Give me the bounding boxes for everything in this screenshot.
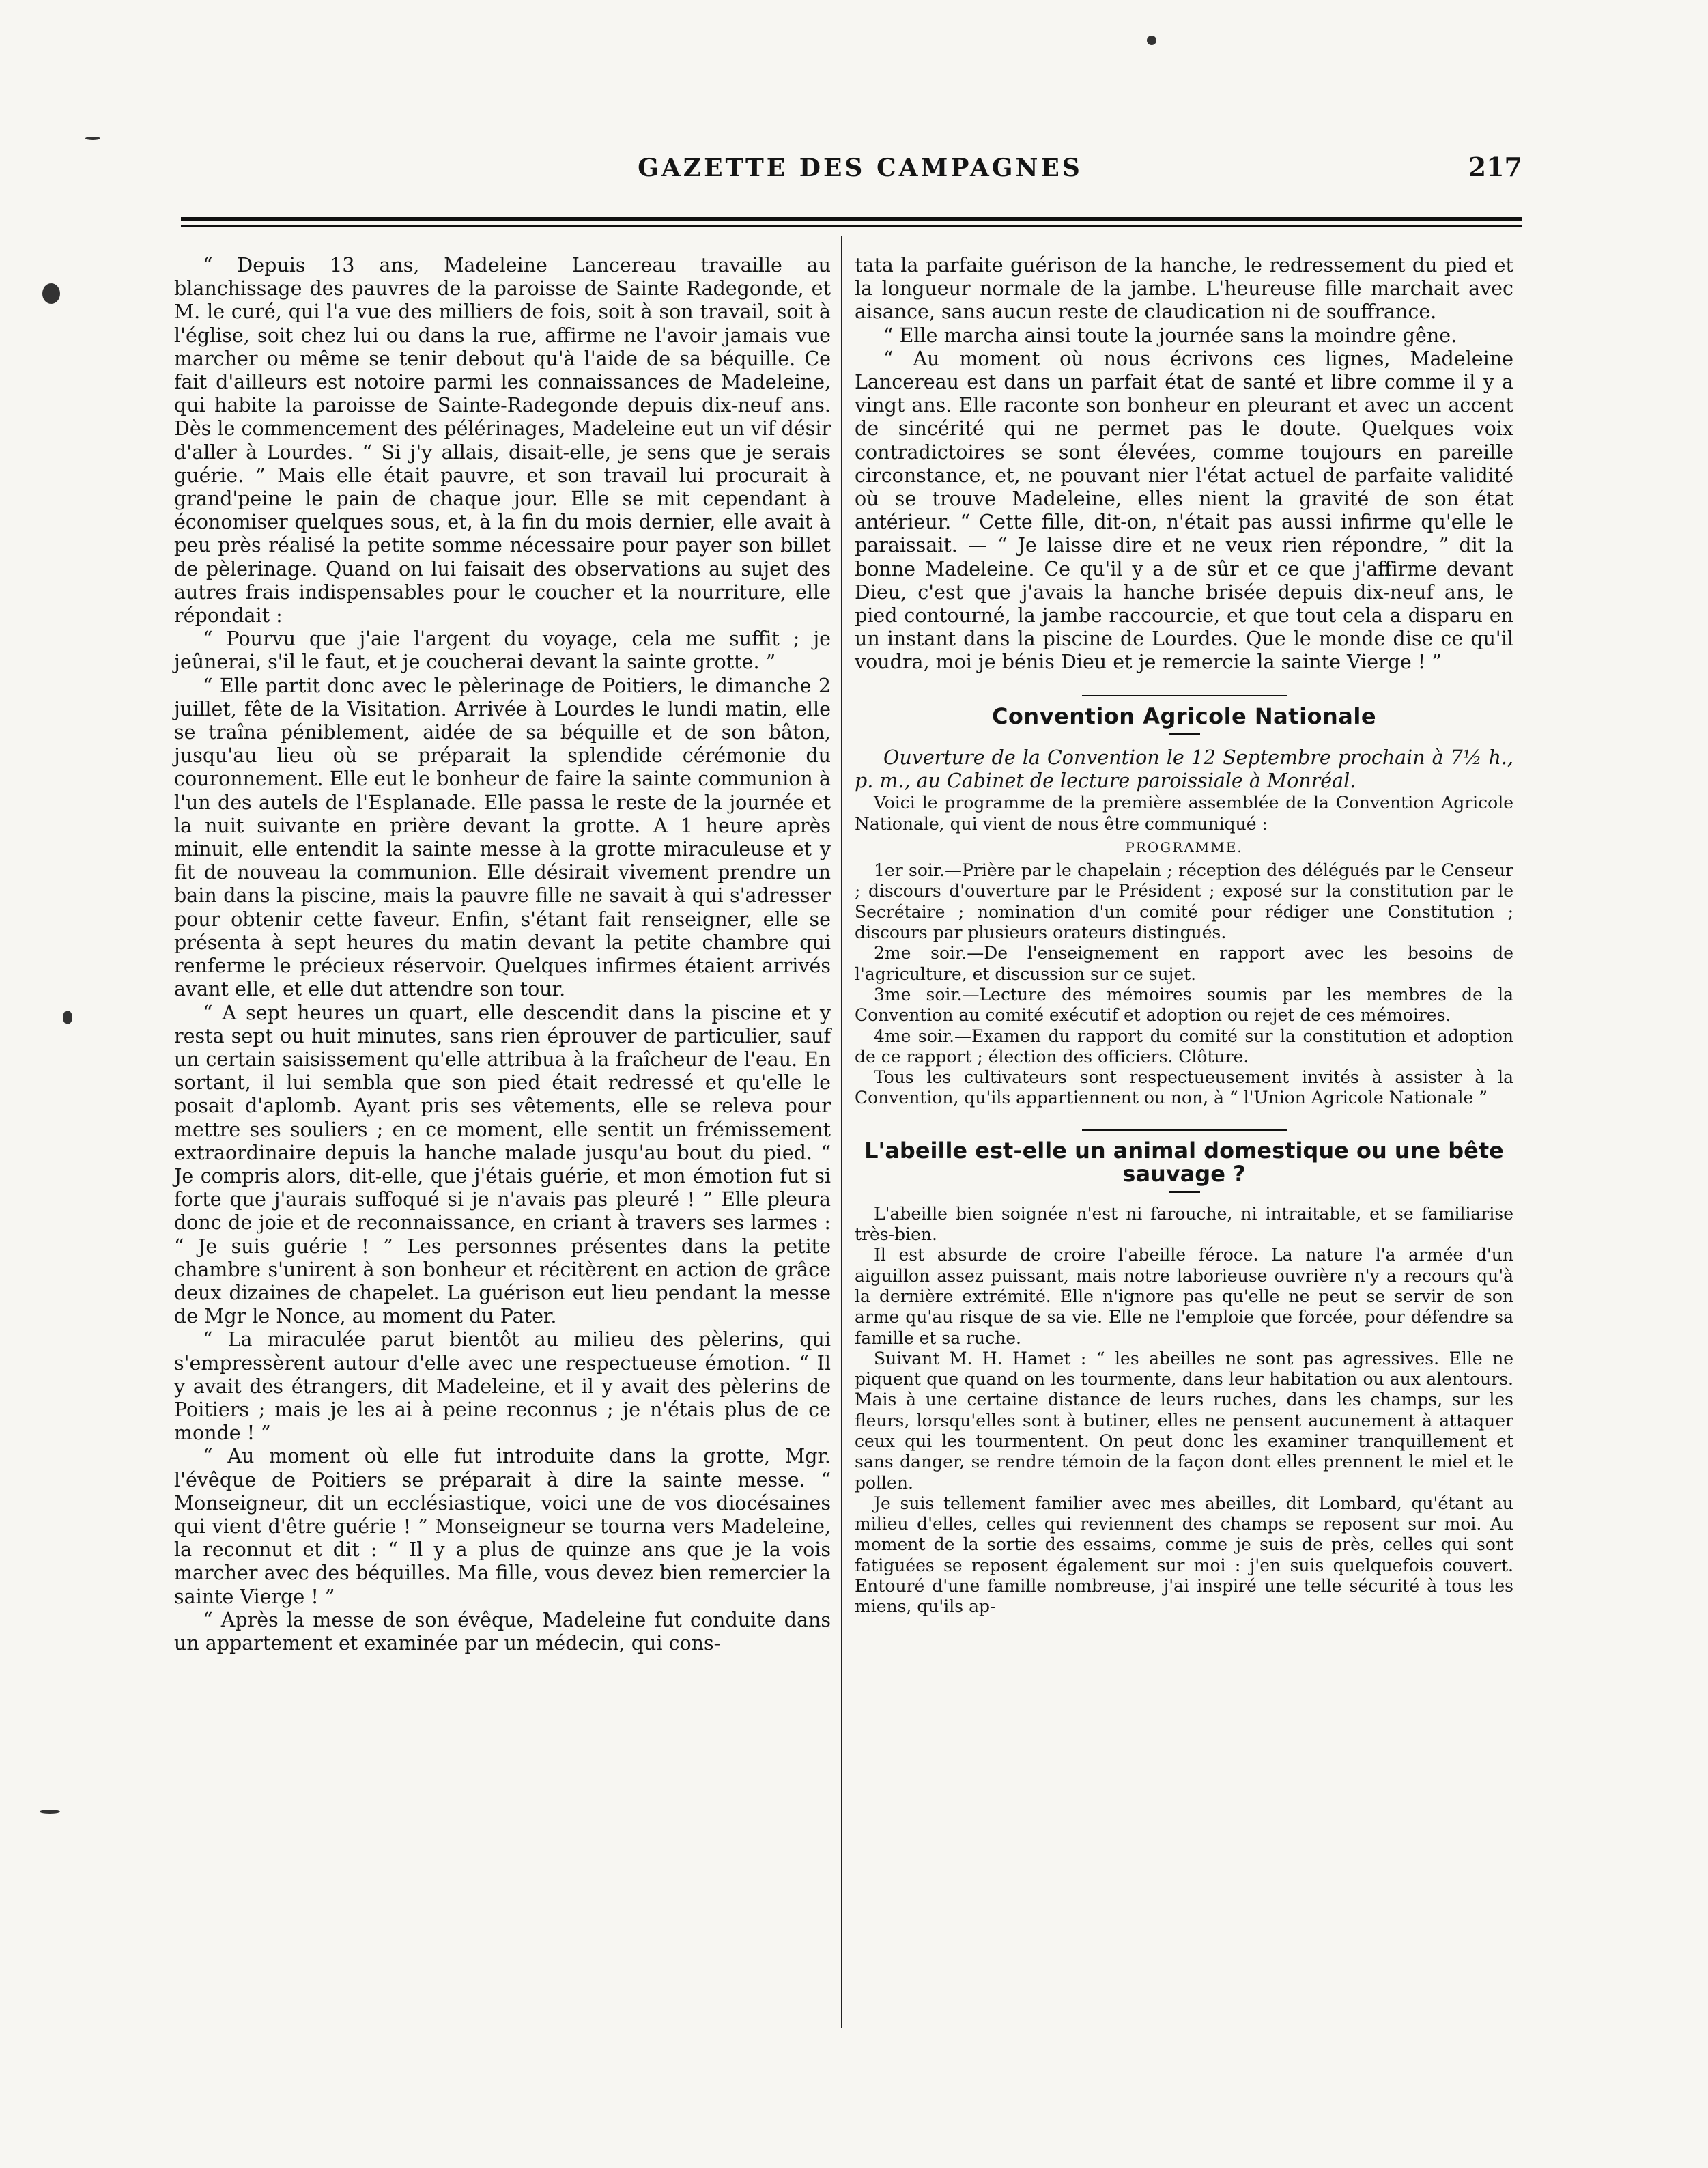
program-item: 1er soir.—Prière par le chapelain ; réception des délégués par le Censeur ; discours d'ouverture par le Président ; exposé sur la constitution par le Secrétaire ; nomination d'un comité pour rédiger une Constitution ; discours par plusieurs orateurs distingués. (855, 860, 1513, 943)
section-separator (1082, 1129, 1287, 1131)
convention-subtitle: Ouverture de la Convention le 12 Septembre prochain à 7½ h., p. m., au Cabinet de lecture paroissiale à Monréal. (855, 746, 1513, 793)
article-paragraph: “ Depuis 13 ans, Madeleine Lancereau travaille au blanchissage des pauvres de la paroisse de Sainte Radegonde, et M. le curé, qui l'a vue des milliers de fois, soit à son travail, soit à l'église, soit chez lui ou dans la rue, affirme ne l'avoir jamais vue marcher ou même se tenir debout qu'à l'aide de sa béquille. Ce fait d'ailleurs est notoire parmi les connaissances de Madeleine, qui habite la paroisse de Sainte-Radegonde depuis dix-neuf ans. Dès le commencement des pélérinages, Madeleine eut un vif désir d'aller à Lourdes. “ Si j'y allais, disait-elle, je sens que je serais guérie. ” Mais elle était pauvre, et son travail lui procurait à grand'peine le pain de chaque jour. Elle se mit cependant à économiser quelques sous, et, à la fin du mois dernier, elle avait à peu près réalisé la petite somme nécessaire pour payer son billet de pèlerinage. Quand on lui faisait des observations au sujet des autres frais indispensables pour le coucher et la nourriture, elle répondait : (174, 254, 831, 628)
scan-speck (63, 1011, 72, 1024)
title-underline (1169, 733, 1200, 735)
article-paragraph: Il est absurde de croire l'abeille féroce. La nature l'a armée d'un aiguillon assez puissant, mais notre laborieuse ouvrière n'y a recours qu'à la dernière extrémité. Elle n'ignore pas qu'elle ne peut se servir de son arme qu'au risque de sa vie. Elle ne l'emploie que forcée, pour défendre sa famille et sa ruche. (855, 1245, 1513, 1348)
column-divider (841, 236, 842, 2028)
title-underline (1169, 1191, 1200, 1193)
scan-speck (40, 1810, 60, 1814)
convention-body (855, 793, 1513, 1108)
program-item: 4me soir.—Examen du rapport du comité sur la constitution et adoption de ce rapport ; élection des officiers. Clôture. (855, 1026, 1513, 1067)
program-item: 2me soir.—De l'enseignement en rapport avec les besoins de l'agriculture, et discussion sur ce sujet. (855, 943, 1513, 984)
program-heading: PROGRAMME. (1125, 839, 1243, 856)
header-rule-thick (181, 217, 1522, 221)
article-paragraph: Je suis tellement familier avec mes abeilles, dit Lombard, qu'étant au milieu d'elles, celles qui reviennent des champs se reposent sur moi. Au moment de la sortie des essaims, comme je suis de près, celles qui sont fatiguées se reposent également sur moi : j'en suis quelquefois couvert. Entouré d'une famille nombreuse, j'ai inspiré une telle sécurité à tous les miens, qu'ils ap- (855, 1493, 1513, 1617)
left-column (174, 254, 831, 1655)
article-paragraph: “ Après la messe de son évêque, Madeleine fut conduite dans un appartement et examinée par un médecin, qui cons- (174, 1608, 831, 1655)
abeille-title-line2: sauvage ? (1122, 1160, 1246, 1187)
header-rule-thin (181, 225, 1522, 227)
article-paragraph: “ Elle marcha ainsi toute la journée sans la moindre gêne. (883, 324, 1457, 347)
convention-intro: Voici le programme de la première assemblée de la Convention Agricole Nationale, qui vient de nous être communiqué : (855, 793, 1513, 834)
page-header-title: GAZETTE DES CAMPAGNES (638, 154, 1083, 182)
article-paragraph: “ La miraculée parut bientôt au milieu des pèlerins, qui s'empressèrent autour d'elle avec une respectueuse émotion. “ Il y avait des étrangers, dit Madeleine, et il y avait des pèlerins de Poitiers ; mais je les ai à peine reconnus ; je n'étais plus de ce monde ! ” (174, 1328, 831, 1445)
article-paragraph: “ Au moment où elle fut introduite dans la grotte, Mgr. l'évêque de Poitiers se préparait à dire la sainte messe. “ Monseigneur, dit un ecclésiastique, voici une de vos diocésaines qui vient d'être guérie ! ” Monseigneur se tourna vers Madeleine, la reconnut et dit : “ Il y a plus de quinze ans que je la vois marcher avec des béquilles. Ma fille, vous devez bien remercier la sainte Vierge ! ” (174, 1445, 831, 1608)
page-number: 217 (1468, 152, 1522, 182)
article-paragraph: “ Au moment où nous écrivons ces lignes, Madeleine Lancereau est dans un parfait état de santé et libre comme il y a vingt ans. Elle raconte son bonheur en pleurant et avec un accent de sincérité qui ne permet pas le doute. Quelques voix contradictoires se sont élevées, comme toujours en pareille circonstance, et, ne pouvant nier l'état actuel de parfaite validité où se trouve Madeleine, elles nient la gravité de son état antérieur. “ Cette fille, dit-on, n'était pas aussi infirme qu'elle le paraissait. — “ Je laisse dire et ne veux rien répondre, ” dit la bonne Madeleine. Ce qu'il y a de sûr et ce que j'affirme devant Dieu, c'est que j'avais la hanche brisée depuis dix-neuf ans, le pied contourné, la jambe raccourcie, et que tout cela a disparu en un instant dans la piscine de Lourdes. Que le monde dise ce qu'il voudra, moi je bénis Dieu et je remercie la sainte Vierge ! ” (855, 347, 1513, 674)
convention-title: Convention Agricole Nationale (991, 703, 1377, 729)
scan-speck (85, 137, 100, 140)
right-column (855, 254, 1513, 1618)
section-separator (1082, 695, 1287, 696)
article-paragraph: “ Elle partit donc avec le pèlerinage de Poitiers, le dimanche 2 juillet, fête de la Visitation. Arrivée à Lourdes le lundi matin, elle se traîna péniblement, aidée de sa béquille et de son bâton, jusqu'au lieu où se préparait la splendide cérémonie du couronnement. Elle eut le bonheur de faire la sainte communion à l'un des autels de l'Esplanade. Elle passa le reste de la journée et la nuit suivante en prière devant la grotte. A 1 heure après minuit, elle entendit la sainte messe à la grotte miraculeuse et y fit de nouveau la communion. Elle désirait vivement prendre un bain dans la piscine, mais la pauvre fille ne savait à qui s'adresser pour obtenir cette faveur. Enfin, s'étant fait renseigner, elle se présenta à sept heures du matin devant la petite chambre qui renferme le précieux réservoir. Quelques infirmes étaient arrivés avant elle, et elle dut attendre son tour. (174, 674, 831, 1001)
convention-closing: Tous les cultivateurs sont respectueusement invités à assister à la Convention, qu'ils appartiennent ou non, à “ l'Union Agricole Nationale ” (855, 1067, 1513, 1108)
scan-speck (1147, 36, 1156, 45)
abeille-title (855, 1139, 1513, 1185)
program-item: 3me soir.—Lecture des mémoires soumis par les membres de la Convention au comité exécutif et adoption ou rejet de ces mémoires. (855, 984, 1513, 1026)
article-paragraph: “ A sept heures un quart, elle descendit dans la piscine et y resta sept ou huit minutes, sans rien éprouver de particulier, sauf un certain saisissement qu'elle attribua à la fraîcheur de l'eau. En sortant, il lui sembla que son pied était redressé et qu'elle le posait d'aplomb. Ayant pris ses vêtements, elle se releva pour mettre ses souliers ; en ce moment, elle sentit un frémissement extraordinaire depuis la hanche malade jusqu'au bout du pied. “ Je compris alors, dit-elle, que j'étais guérie, et mon émotion fut si forte que j'aurais suffoqué si je n'avais pas pleuré ! ” Elle pleura donc de joie et de reconnaissance, en criant à travers ses larmes : “ Je suis guérie ! ” Les personnes présentes dans la petite chambre s'unirent à son bonheur et récitèrent en action de grâce deux dizaines de chapelet. La guérison eut lieu pendant la messe de Mgr le Nonce, au moment du Pater. (174, 1001, 831, 1328)
scan-speck (42, 283, 60, 304)
article-paragraph: L'abeille bien soignée n'est ni farouche, ni intraitable, et se familiarise très-bien. (855, 1203, 1513, 1245)
article-paragraph: “ Pourvu que j'aie l'argent du voyage, cela me suffit ; je jeûnerai, s'il le faut, et je coucherai devant la sainte grotte. ” (174, 628, 831, 674)
article-paragraph: Suivant M. H. Hamet : “ les abeilles ne sont pas agressives. Elle ne piquent que quand on les tourmente, dans leur habitation ou aux alentours. Mais à une certaine distance de leurs ruches, dans les champs, sur les fleurs, lorsqu'elles sont à butiner, elles ne pensent aucunement à attaquer ceux qui les tourmentent. On peut donc les examiner tranquillement et sans danger, se rendre témoin de la façon dont elles prennent le miel et le pollen. (855, 1348, 1513, 1493)
abeille-body (855, 1204, 1513, 1618)
article-paragraph: tata la parfaite guérison de la hanche, le redressement du pied et la longueur normale de la jambe. L'heureuse fille marchait avec aisance, sans aucun reste de claudication ni de souffrance. (855, 254, 1513, 324)
abeille-title-line1: L'abeille est-elle un animal domestique ou une bête (864, 1137, 1504, 1164)
